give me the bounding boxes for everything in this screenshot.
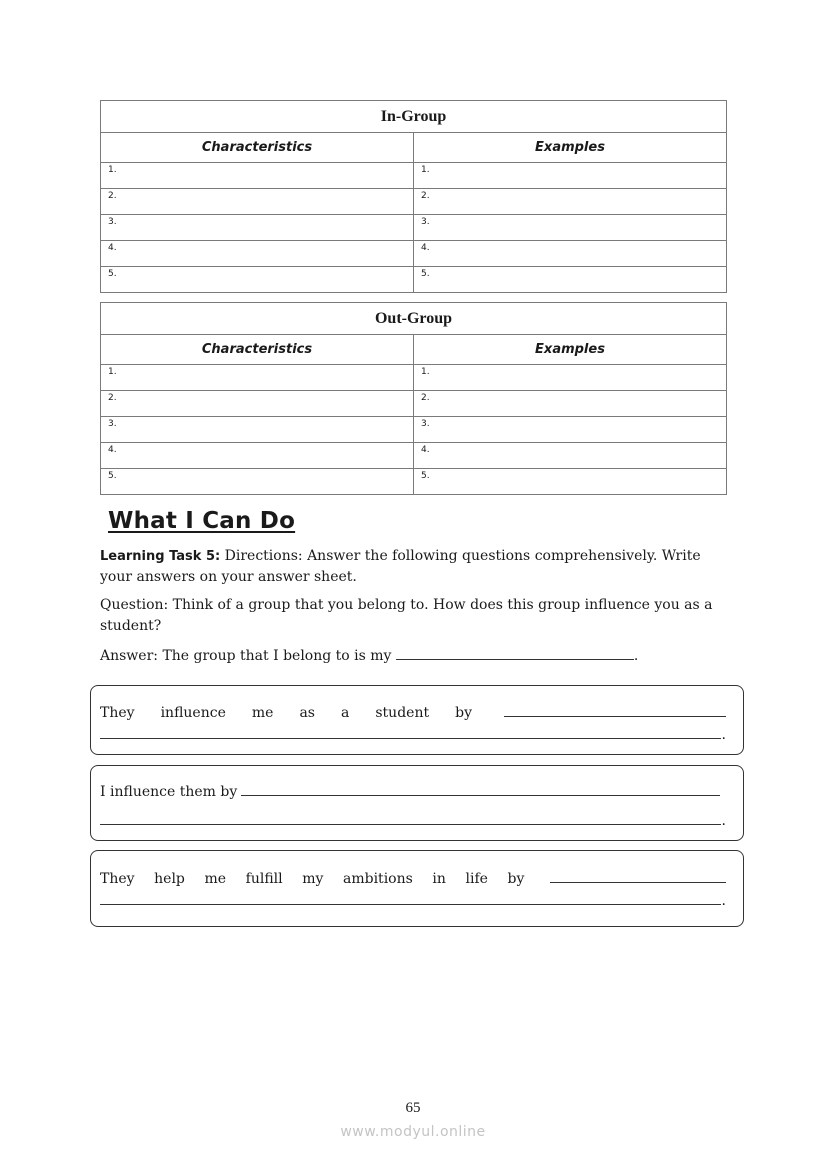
word: life — [465, 871, 488, 887]
table-cell: 4. — [414, 443, 727, 469]
watermark: www.modyul.online — [340, 1124, 486, 1140]
box-line — [100, 870, 726, 887]
table-cell: 2. — [414, 189, 727, 215]
period: . — [721, 727, 726, 743]
out-group-title: Out-Group — [101, 303, 727, 335]
table-cell: 1. — [101, 163, 414, 189]
word: student — [375, 705, 430, 721]
table-cell: 5. — [101, 469, 414, 495]
box-prompt: I influence them by — [100, 784, 238, 800]
section-heading: What I Can Do — [108, 508, 296, 534]
period: . — [721, 893, 726, 909]
task-label: Learning Task 5: — [100, 549, 221, 564]
table-cell: 4. — [414, 241, 727, 267]
word: by — [455, 705, 472, 721]
word: by — [507, 871, 525, 887]
out-group-characteristics-header: Characteristics — [101, 335, 414, 365]
table-cell: 3. — [101, 417, 414, 443]
word: fulfill — [245, 871, 283, 887]
in-group-title: In-Group — [101, 101, 727, 133]
answer-blank[interactable] — [550, 870, 726, 883]
table-cell: 2. — [414, 391, 727, 417]
answer-prefix: Answer: The group that I belong to is my — [100, 648, 396, 664]
in-group-characteristics-header: Characteristics — [101, 133, 414, 163]
answer-box-ambitions — [90, 850, 744, 927]
in-group-examples-header: Examples — [414, 133, 727, 163]
answer-line — [100, 645, 728, 667]
answer-box-i-influence-them — [90, 765, 744, 841]
answer-suffix: . — [633, 648, 639, 664]
answer-blank[interactable] — [100, 726, 721, 739]
box-line — [100, 726, 726, 743]
word: help — [154, 871, 185, 887]
word: They — [100, 871, 135, 887]
table-cell: 3. — [414, 215, 727, 241]
table-cell: 2. — [101, 189, 414, 215]
word: me — [204, 871, 227, 887]
word: a — [341, 705, 350, 721]
out-group-table — [100, 302, 727, 495]
task-directions — [100, 546, 728, 588]
answer-blank[interactable] — [396, 645, 634, 660]
answer-box-influence-me — [90, 685, 744, 755]
task-text: Directions: Answer the following questions comprehensively. Write your answers on your answer sheet. — [100, 548, 701, 585]
box-line — [100, 892, 726, 909]
table-cell: 5. — [414, 469, 727, 495]
table-cell: 3. — [414, 417, 727, 443]
out-group-examples-header: Examples — [414, 335, 727, 365]
box-line — [100, 812, 726, 829]
word: in — [432, 871, 446, 887]
answer-blank[interactable] — [100, 892, 721, 905]
table-cell: 3. — [101, 215, 414, 241]
page-number: 65 — [405, 1100, 421, 1116]
table-cell: 5. — [414, 267, 727, 293]
box-line — [100, 704, 726, 721]
word: They — [100, 705, 135, 721]
table-cell: 1. — [414, 163, 727, 189]
answer-blank[interactable] — [504, 704, 726, 717]
table-cell: 4. — [101, 241, 414, 267]
table-cell: 1. — [101, 365, 414, 391]
box-line — [100, 783, 726, 800]
table-cell: 5. — [101, 267, 414, 293]
table-cell: 1. — [414, 365, 727, 391]
word: ambitions — [343, 871, 413, 887]
question-text: Question: Think of a group that you belong to. How does this group influence you as a student? — [100, 597, 713, 634]
period: . — [721, 813, 726, 829]
word: influence — [160, 705, 226, 721]
in-group-table — [100, 100, 727, 293]
answer-blank[interactable] — [100, 812, 721, 825]
word: me — [251, 705, 274, 721]
word: as — [299, 705, 315, 721]
word: my — [302, 871, 324, 887]
table-cell: 2. — [101, 391, 414, 417]
table-cell: 4. — [101, 443, 414, 469]
answer-blank[interactable] — [241, 783, 720, 796]
